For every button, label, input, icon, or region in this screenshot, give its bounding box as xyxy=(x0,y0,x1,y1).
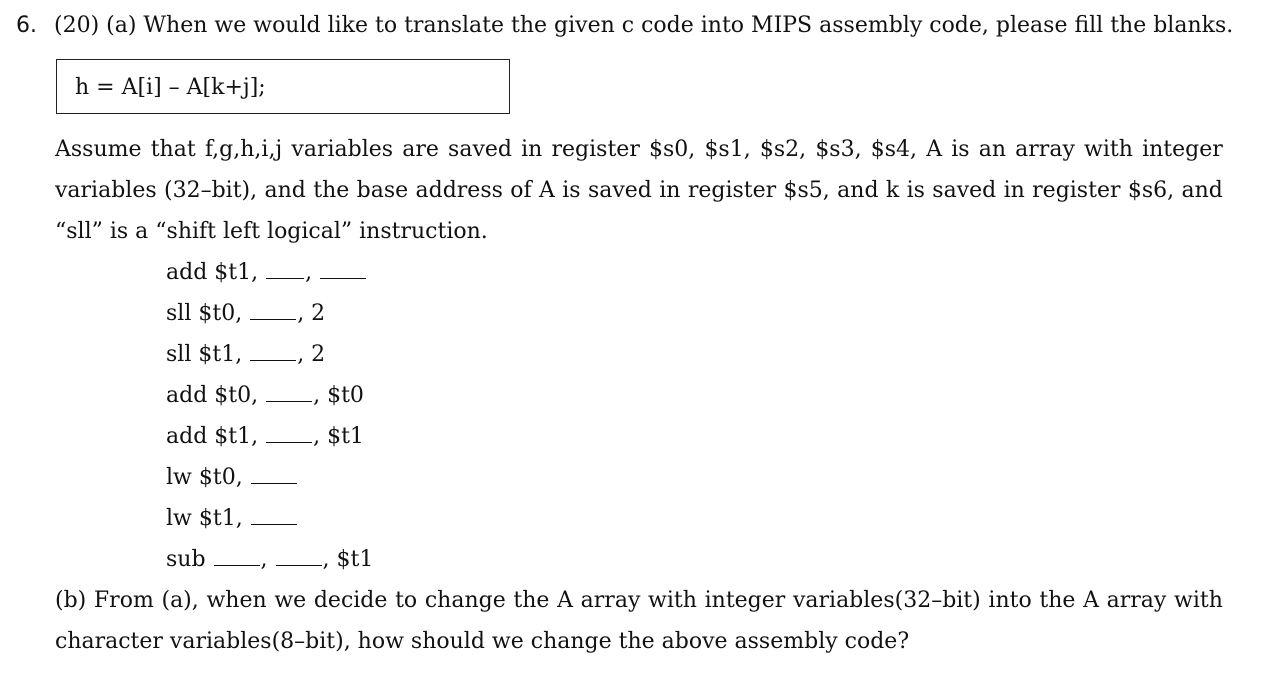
asm-instruction: sll $t0, xyxy=(166,301,243,326)
asm-instruction: sub xyxy=(166,547,206,572)
asm-suffix: , 2 xyxy=(297,342,326,367)
asm-instruction: add $t1, xyxy=(166,424,259,449)
word: with xyxy=(648,588,697,613)
c-code-box xyxy=(56,59,510,114)
word: $s3, xyxy=(815,137,862,162)
word: f,g,h,i,j xyxy=(204,137,283,162)
asm-suffix: , xyxy=(305,260,313,285)
answer-blank[interactable] xyxy=(251,465,297,484)
word: Assume xyxy=(55,137,142,162)
part-b-line-1 xyxy=(55,587,1223,615)
answer-blank[interactable] xyxy=(266,383,312,402)
word: an xyxy=(978,137,1007,162)
answer-blank[interactable] xyxy=(320,260,366,279)
word: that xyxy=(150,137,196,162)
word: with xyxy=(1084,137,1133,162)
word: the xyxy=(513,588,550,613)
word: base xyxy=(356,178,409,203)
answer-blank[interactable] xyxy=(266,260,304,279)
word: with xyxy=(1174,588,1223,613)
word: decide xyxy=(313,588,388,613)
word: k xyxy=(885,178,900,203)
asm-line-4 xyxy=(166,382,364,410)
word: (32–bit), xyxy=(164,178,258,203)
word: $s1, xyxy=(704,137,751,162)
word: array xyxy=(580,588,641,613)
word: integer xyxy=(1142,137,1223,162)
answer-blank[interactable] xyxy=(250,342,296,361)
word: in xyxy=(1003,178,1025,203)
word: when xyxy=(206,588,267,613)
asm-line-1 xyxy=(166,259,367,287)
asm-suffix: , 2 xyxy=(297,301,326,326)
word: array xyxy=(1106,588,1167,613)
word: A xyxy=(1083,588,1099,613)
word: variables xyxy=(55,178,157,203)
asm-suffix: , $t0 xyxy=(313,383,364,408)
answer-blank[interactable] xyxy=(251,506,297,525)
word: address xyxy=(415,178,503,203)
word: integer xyxy=(704,588,786,613)
word: $s5, xyxy=(783,178,830,203)
word: to xyxy=(395,588,418,613)
asm-line-2 xyxy=(166,300,325,328)
assumption-line-3: “sll” is a “shift left logical” instruction. xyxy=(55,219,488,244)
word: saved xyxy=(587,178,652,203)
word: register xyxy=(687,178,777,203)
asm-line-3 xyxy=(166,341,325,369)
word: is xyxy=(951,137,970,162)
asm-line-8: sub , , $t1 xyxy=(166,547,374,572)
word: and xyxy=(264,178,306,203)
word: are xyxy=(402,137,439,162)
answer-blank[interactable] xyxy=(250,301,296,320)
word: in xyxy=(659,178,681,203)
asm-instruction: sll $t1, xyxy=(166,342,243,367)
word: array xyxy=(1015,137,1075,162)
word: saved xyxy=(932,178,997,203)
asm-instruction: lw $t1, xyxy=(166,506,243,531)
word: variables xyxy=(291,137,394,162)
word: change xyxy=(424,588,506,613)
word: $s6, xyxy=(1127,178,1175,203)
answer-blank[interactable] xyxy=(214,547,260,566)
word: $s2, xyxy=(759,137,807,162)
question-number: 6. xyxy=(16,13,37,38)
word: and xyxy=(837,178,879,203)
asm-instruction: add $t0, xyxy=(166,383,259,408)
question-header xyxy=(16,12,1233,40)
word: the xyxy=(1039,588,1076,613)
word: register xyxy=(551,137,640,162)
word: saved xyxy=(448,137,512,162)
asm-instruction: add $t1, xyxy=(166,260,259,285)
answer-blank[interactable] xyxy=(276,547,322,566)
word: A xyxy=(539,178,555,203)
assumption-line-1 xyxy=(55,136,1223,164)
word: we xyxy=(274,588,307,613)
asm-suffix: , $t1 xyxy=(313,424,364,449)
word: into xyxy=(988,588,1032,613)
word: From xyxy=(93,588,154,613)
word: $s4, xyxy=(870,137,918,162)
word: is xyxy=(906,178,925,203)
asm-line-5 xyxy=(166,423,364,451)
word: A xyxy=(926,137,943,162)
word: is xyxy=(562,178,581,203)
word: of xyxy=(510,178,532,203)
word: (a), xyxy=(161,588,199,613)
c-code-line: h = A[i] – A[k+j]; xyxy=(75,75,266,100)
word: (b) xyxy=(55,588,87,613)
word: register xyxy=(1032,178,1121,203)
word: and xyxy=(1181,178,1223,203)
word: in xyxy=(521,137,543,162)
word: the xyxy=(313,178,350,203)
asm-line-6 xyxy=(166,464,298,492)
answer-blank[interactable] xyxy=(266,424,312,443)
word: variables(32–bit) xyxy=(792,588,981,613)
asm-instruction: lw $t0, xyxy=(166,465,243,490)
word: $s0, xyxy=(649,137,696,162)
part-b-line-2: character variables(8–bit), how should we change the above assembly code? xyxy=(55,629,910,654)
word: A xyxy=(557,588,573,613)
asm-suffix: , $t1 xyxy=(322,547,374,572)
question-header-text: (20) (a) When we would like to translate the given c code into MIPS assembly code, please fill the blanks. xyxy=(54,13,1234,38)
assumption-line-2 xyxy=(55,177,1223,205)
asm-line-7 xyxy=(166,505,298,533)
